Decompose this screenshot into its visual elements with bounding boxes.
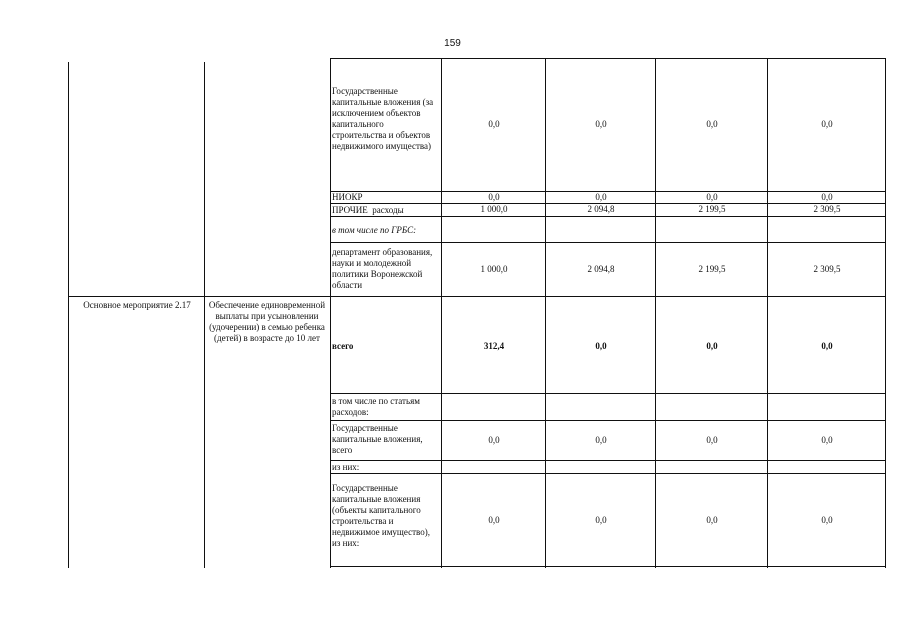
col4-divider — [545, 58, 546, 568]
row-value: 2 309,5 — [813, 204, 841, 214]
row-value: 0,0 — [595, 341, 607, 351]
row-value: 2 309,5 — [813, 264, 841, 274]
table-left-border — [68, 62, 69, 568]
row-line — [330, 58, 886, 59]
row-value: 2 199,5 — [698, 264, 726, 274]
row-value: 0,0 — [706, 435, 718, 445]
row-value: 0,0 — [821, 192, 833, 202]
row-value: 0,0 — [595, 435, 607, 445]
row-value: 0,0 — [595, 192, 607, 202]
row-value: 0,0 — [595, 119, 607, 129]
row-label: из них: — [332, 462, 360, 472]
row-value: 0,0 — [488, 435, 500, 445]
row-label: Государственные капитальные вложения (объекты капитального строительства и недвижимое имущество), из них: — [332, 483, 430, 548]
col2-divider — [330, 58, 331, 568]
row-value: 0,0 — [706, 119, 718, 129]
row-value: 312,4 — [483, 341, 505, 351]
table-right-border — [885, 58, 886, 568]
row-value: 0,0 — [706, 341, 718, 351]
measure-description: Обеспечение единовременной выплаты при усыновлении (удочерении) в семью ребенка (детей) в возрасте до 10 лет — [208, 300, 326, 343]
row-value: 0,0 — [488, 119, 500, 129]
row-value: 0,0 — [821, 119, 833, 129]
row-line — [330, 460, 886, 461]
row-label: в том числе по ГРБС: — [332, 225, 417, 235]
row-value: 0,0 — [706, 515, 718, 525]
row-line — [330, 393, 886, 394]
row-label: ПРОЧИЕ расходы — [332, 205, 404, 215]
row-label: Государственные капитальные вложения, всего — [332, 423, 423, 455]
row-value: 2 094,8 — [587, 204, 615, 214]
row-label: департамент образования, науки и молодежной политики Воронежской области — [332, 247, 433, 290]
row-value: 0,0 — [488, 192, 500, 202]
col6-divider — [767, 58, 768, 568]
row-value: 0,0 — [706, 192, 718, 202]
col1-divider — [204, 62, 205, 568]
row-label: в том числе по статьям расходов: — [332, 396, 420, 417]
page-number: 159 — [444, 38, 461, 49]
row-value: 0,0 — [821, 341, 833, 351]
row-line — [330, 242, 886, 243]
row-value: 1 000,0 — [480, 204, 508, 214]
row-value: 0,0 — [595, 515, 607, 525]
row-value: 0,0 — [488, 515, 500, 525]
row-value: 1 000,0 — [480, 264, 508, 274]
row-line — [330, 566, 886, 567]
row-value: 0,0 — [821, 435, 833, 445]
row-line — [330, 473, 886, 474]
row-value: 2 199,5 — [698, 204, 726, 214]
row-line — [330, 420, 886, 421]
col3-divider — [441, 58, 442, 568]
measure-separator — [68, 296, 886, 297]
row-label: Государственные капитальные вложения (за исключением объектов капитального строительства и объектов недвижимого имущества) — [332, 86, 434, 151]
row-value: 2 094,8 — [587, 264, 615, 274]
col5-divider — [655, 58, 656, 568]
measure-name: Основное мероприятие 2.17 — [83, 300, 191, 310]
row-label: НИОКР — [332, 192, 363, 202]
row-line — [330, 216, 886, 217]
row-value: 0,0 — [821, 515, 833, 525]
row-label: всего — [332, 341, 354, 351]
